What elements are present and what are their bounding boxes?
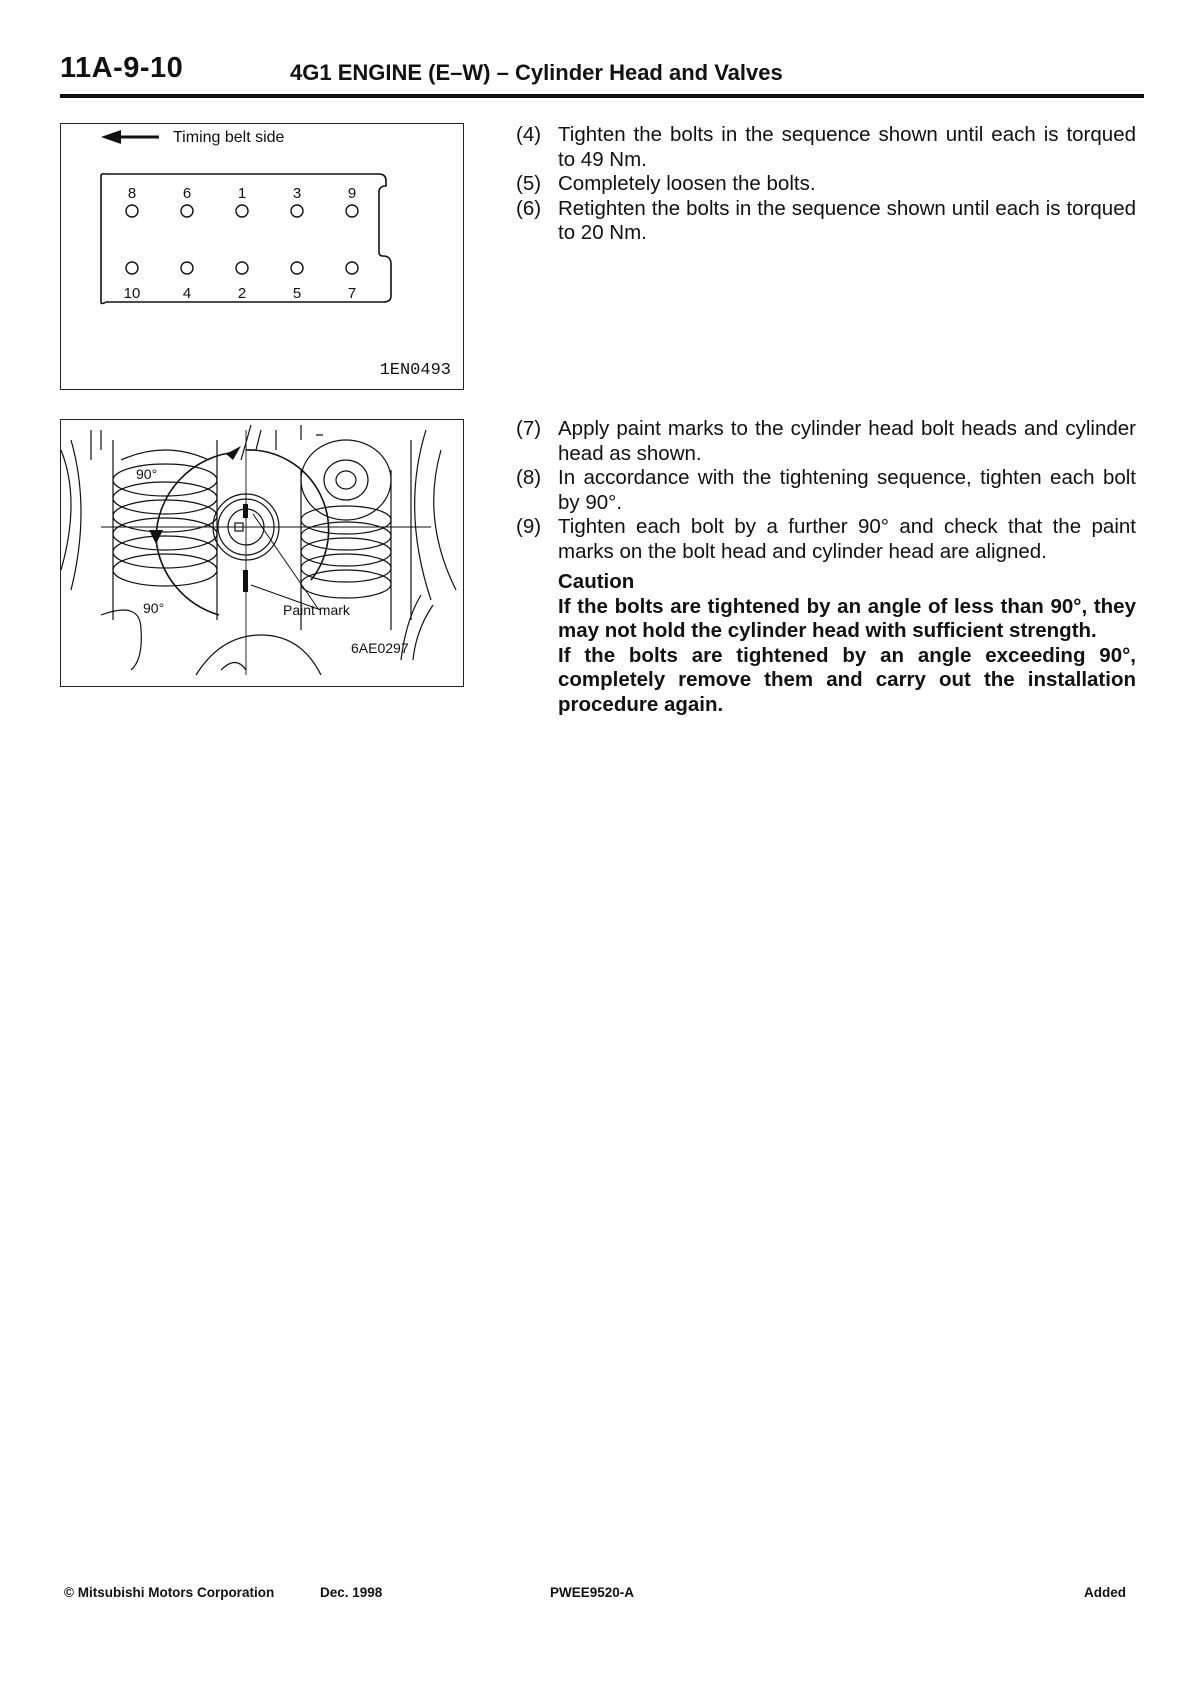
bolt-hole <box>291 262 303 274</box>
footer-copyright: © Mitsubishi Motors Corporation <box>64 1585 275 1600</box>
bolt-seq-number: 7 <box>347 285 357 302</box>
caution-paragraph: If the bolts are tightened by an angle of less than 90°, they may not hold the cylinder head with sufficient strength. <box>558 594 1136 642</box>
engine-head-illustration <box>61 425 456 675</box>
angle-label: 90° <box>143 600 165 616</box>
timing-belt-arrow-icon <box>101 130 159 144</box>
bolt-seq-number: 10 <box>123 285 141 302</box>
bolt-hole <box>236 205 248 217</box>
step-item <box>516 172 1136 197</box>
bolt-seq-number: 3 <box>292 185 302 202</box>
step-text: Retighten the bolts in the sequence shown until each is torqued to 20 Nm. <box>558 196 1136 244</box>
page-title: 4G1 ENGINE (E–W) – Cylinder Head and Valves <box>290 60 783 85</box>
angle-label: 90° <box>136 466 158 482</box>
step-text: Tighten each bolt by a further 90° and check that the paint marks on the bolt head and cylinder head are aligned. <box>558 515 1136 563</box>
caution-paragraph: If the bolts are tightened by an angle exceeding 90°, completely remove them and carry out the installation procedure again. <box>558 643 1136 716</box>
step-number: (5) <box>516 172 542 195</box>
bolt-seq-number: 5 <box>292 285 302 302</box>
bolt-hole <box>126 205 138 217</box>
bolt-paint-mark <box>243 504 248 518</box>
caution-heading: Caution <box>558 570 635 593</box>
caution-block <box>558 570 1136 717</box>
step-number: (7) <box>516 417 542 440</box>
paint-mark-figure <box>60 419 464 687</box>
bolt-hole <box>236 262 248 274</box>
step-number: (8) <box>516 466 542 489</box>
timing-belt-caption: Timing belt side <box>173 129 285 146</box>
step-item <box>516 515 1136 564</box>
bolt-seq-number: 9 <box>347 185 357 202</box>
bolt-seq-number: 1 <box>237 185 247 202</box>
step-text: Completely loosen the bolts. <box>558 172 816 195</box>
step-text: In accordance with the tightening sequence, tighten each bolt by 90°. <box>558 466 1136 514</box>
header-rule <box>60 94 1144 98</box>
bolt-hole <box>346 205 358 217</box>
bolt-seq-number: 6 <box>182 185 192 202</box>
footer-date: Dec. 1998 <box>320 1585 383 1600</box>
bolt-hole <box>346 262 358 274</box>
step-number: (4) <box>516 123 542 146</box>
step-item <box>516 466 1136 515</box>
paint-mark-label: Paint mark <box>283 602 350 618</box>
figure-code: 6AE0297 <box>351 640 409 656</box>
page-number: 11A-9-10 <box>60 52 184 84</box>
steps-group-2 <box>516 417 1136 564</box>
bolt-hole <box>126 262 138 274</box>
bolt-hole <box>291 205 303 217</box>
bolt-seq-number: 2 <box>237 285 247 302</box>
bolt-hole <box>181 262 193 274</box>
step-item <box>516 197 1136 246</box>
head-paint-mark <box>243 570 248 592</box>
footer-status: Added <box>1084 1585 1126 1600</box>
arrow-icon <box>226 446 241 460</box>
step-item <box>516 123 1136 172</box>
bolt-seq-number: 8 <box>127 185 137 202</box>
step-item <box>516 417 1136 466</box>
steps-group-1 <box>516 123 1136 246</box>
figure-code: 1EN0493 <box>379 361 451 380</box>
step-text: Apply paint marks to the cylinder head bolt heads and cylinder head as shown. <box>558 417 1136 465</box>
step-text: Tighten the bolts in the sequence shown until each is torqued to 49 Nm. <box>558 123 1136 171</box>
bolt-seq-number: 4 <box>182 285 192 302</box>
step-number: (6) <box>516 196 542 220</box>
bolt-hole <box>181 205 193 217</box>
footer-doc-code: PWEE9520-A <box>550 1585 635 1600</box>
step-number: (9) <box>516 515 542 538</box>
bolt-sequence-figure <box>60 123 464 390</box>
